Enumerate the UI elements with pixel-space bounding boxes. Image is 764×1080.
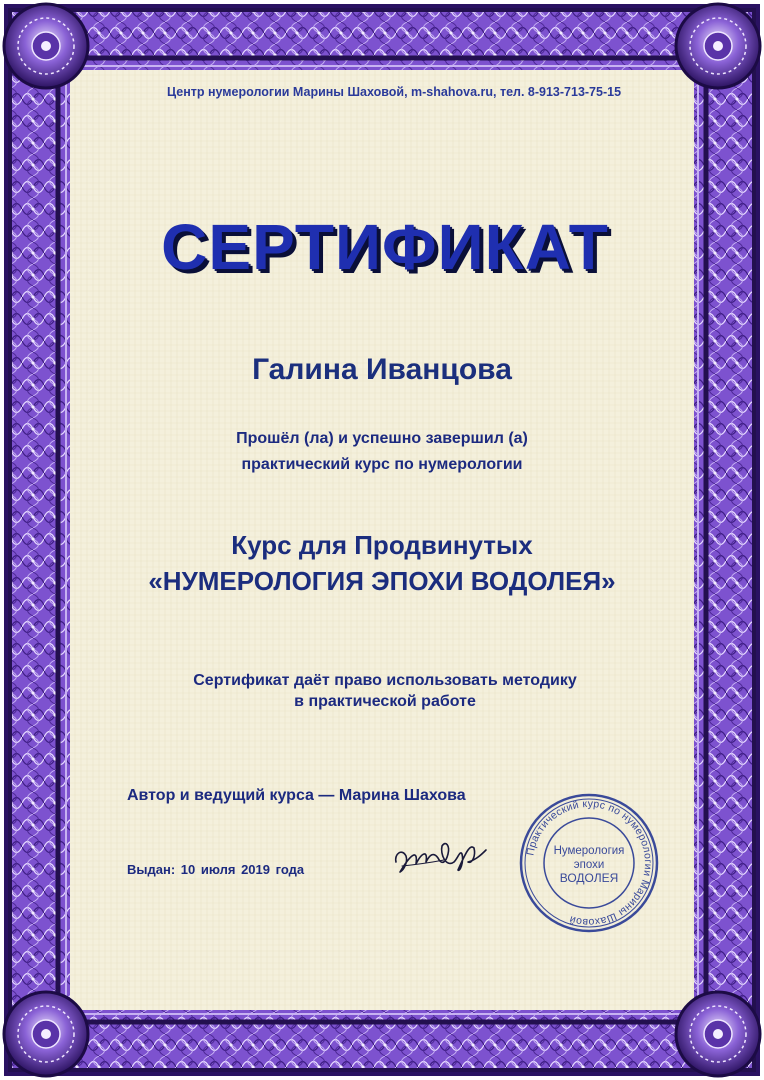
- issue-date: Выдан: 10 июля 2019 года: [127, 862, 305, 877]
- rights-line-1: Сертификат даёт право использовать методику: [193, 672, 577, 689]
- stamp-center-line-3: ВОДОЛЕЯ: [559, 871, 619, 885]
- completion-line-1: Прошёл (ла) и успешно завершил (а): [236, 430, 528, 447]
- course-line-2: «НУМЕРОЛОГИЯ ЭПОХИ ВОДОЛЕЯ»: [148, 566, 616, 596]
- stamp-center-line-1: Нумерология: [553, 845, 625, 857]
- stamp-ring-text: Практический курс по нумерологии Марины Шаховой: [524, 797, 655, 929]
- center-contact-header: Центр нумерологии Марины Шаховой, m-shahova.ru, тел. 8-913-713-75-15: [166, 85, 622, 99]
- completion-statement: [0, 426, 764, 478]
- course-title: [0, 527, 764, 599]
- course-author: Автор и ведущий курса — Марина Шахова: [127, 787, 466, 804]
- rosette-ornament-icon: [4, 4, 88, 88]
- stamp-center-line-2: эпохи: [573, 859, 605, 871]
- rights-statement: [3, 670, 764, 712]
- certificate-title: СЕРТИФИКАТ: [161, 211, 609, 283]
- rosette-ornament-icon: [4, 992, 88, 1076]
- rosette-ornament-icon: [676, 992, 760, 1076]
- recipient-name: Галина Иванцова: [252, 353, 512, 386]
- rosette-ornament-icon: [676, 4, 760, 88]
- course-line-1: Курс для Продвинутых: [231, 530, 533, 560]
- handwritten-signature: [388, 832, 498, 882]
- completion-line-2: практический курс по нумерологии: [241, 456, 523, 473]
- rights-line-2: в практической работе: [294, 693, 476, 710]
- round-seal-stamp: [518, 792, 660, 934]
